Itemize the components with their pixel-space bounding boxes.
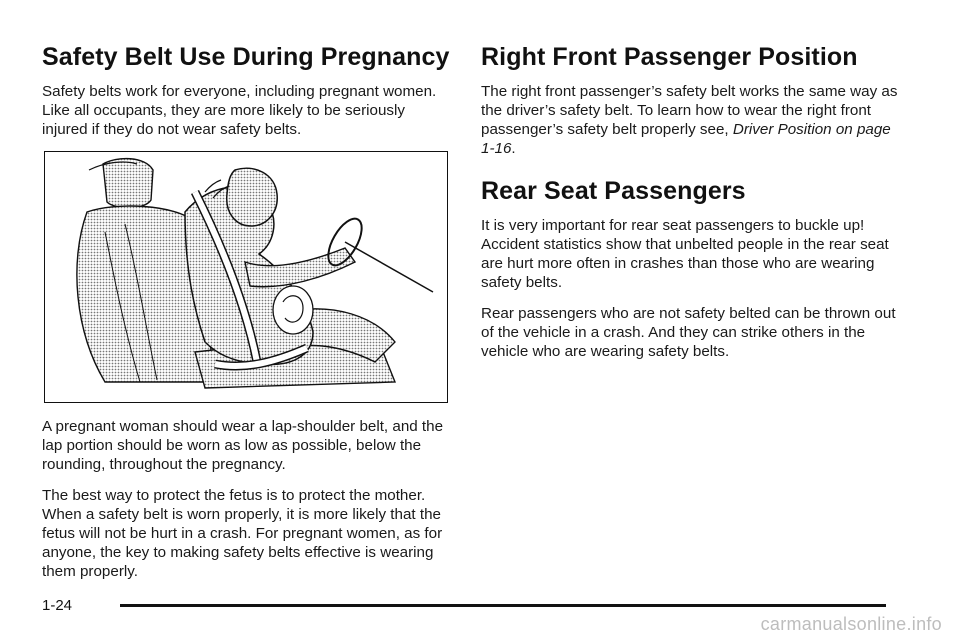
section-heading-rear-seat-passengers: Rear Seat Passengers — [481, 177, 746, 205]
paragraph-end-punctuation: . — [511, 140, 516, 157]
driver-position-link[interactable]: Driver Position on page 1-16 — [481, 121, 891, 157]
right-front-passenger-text: The right front passenger’s safety belt works the same way as the driver’s safety belt. To learn how to wear the right front passenger’s safety belt properly see, — [481, 83, 898, 138]
footer-rule — [120, 604, 886, 607]
rear-seat-paragraph-1: It is very important for rear seat passengers to buckle up! Accident statistics show that unbelted people in the rear seat are hurt more often in crashes than those who are wearing safety belts. — [481, 217, 889, 291]
pregnant-woman-belt-illustration-icon — [45, 152, 447, 402]
watermark-text: carmanualsonline.info — [760, 614, 942, 634]
page-number: 1-24 — [42, 597, 73, 614]
pregnancy-intro-paragraph: Safety belts work for everyone, including pregnant women. Like all occupants, they are more likely to be seriously injured if they do not wear safety belts. — [42, 83, 437, 138]
pregnancy-belt-figure — [44, 151, 448, 403]
section-heading-right-front-passenger: Right Front Passenger Position — [481, 43, 858, 71]
right-front-passenger-paragraph — [481, 82, 901, 158]
section-heading-pregnancy: Safety Belt Use During Pregnancy — [42, 43, 450, 71]
left-column — [42, 42, 452, 593]
right-column — [481, 42, 901, 373]
pregnancy-paragraph-2: The best way to protect the fetus is to protect the mother. When a safety belt is worn properly, it is more likely that the fetus will not be hurt in a crash. For pregnant women, as for anyone, the key to making safety belts effective is wearing them properly. — [42, 487, 443, 580]
pregnancy-paragraph-1: A pregnant woman should wear a lap-shoulder belt, and the lap portion should be worn as low as possible, below the rounding, throughout the pregnancy. — [42, 418, 444, 473]
rear-seat-paragraph-2: Rear passengers who are not safety belted can be thrown out of the vehicle in a crash. And they can strike others in the vehicle who are wearing safety belts. — [481, 305, 896, 360]
